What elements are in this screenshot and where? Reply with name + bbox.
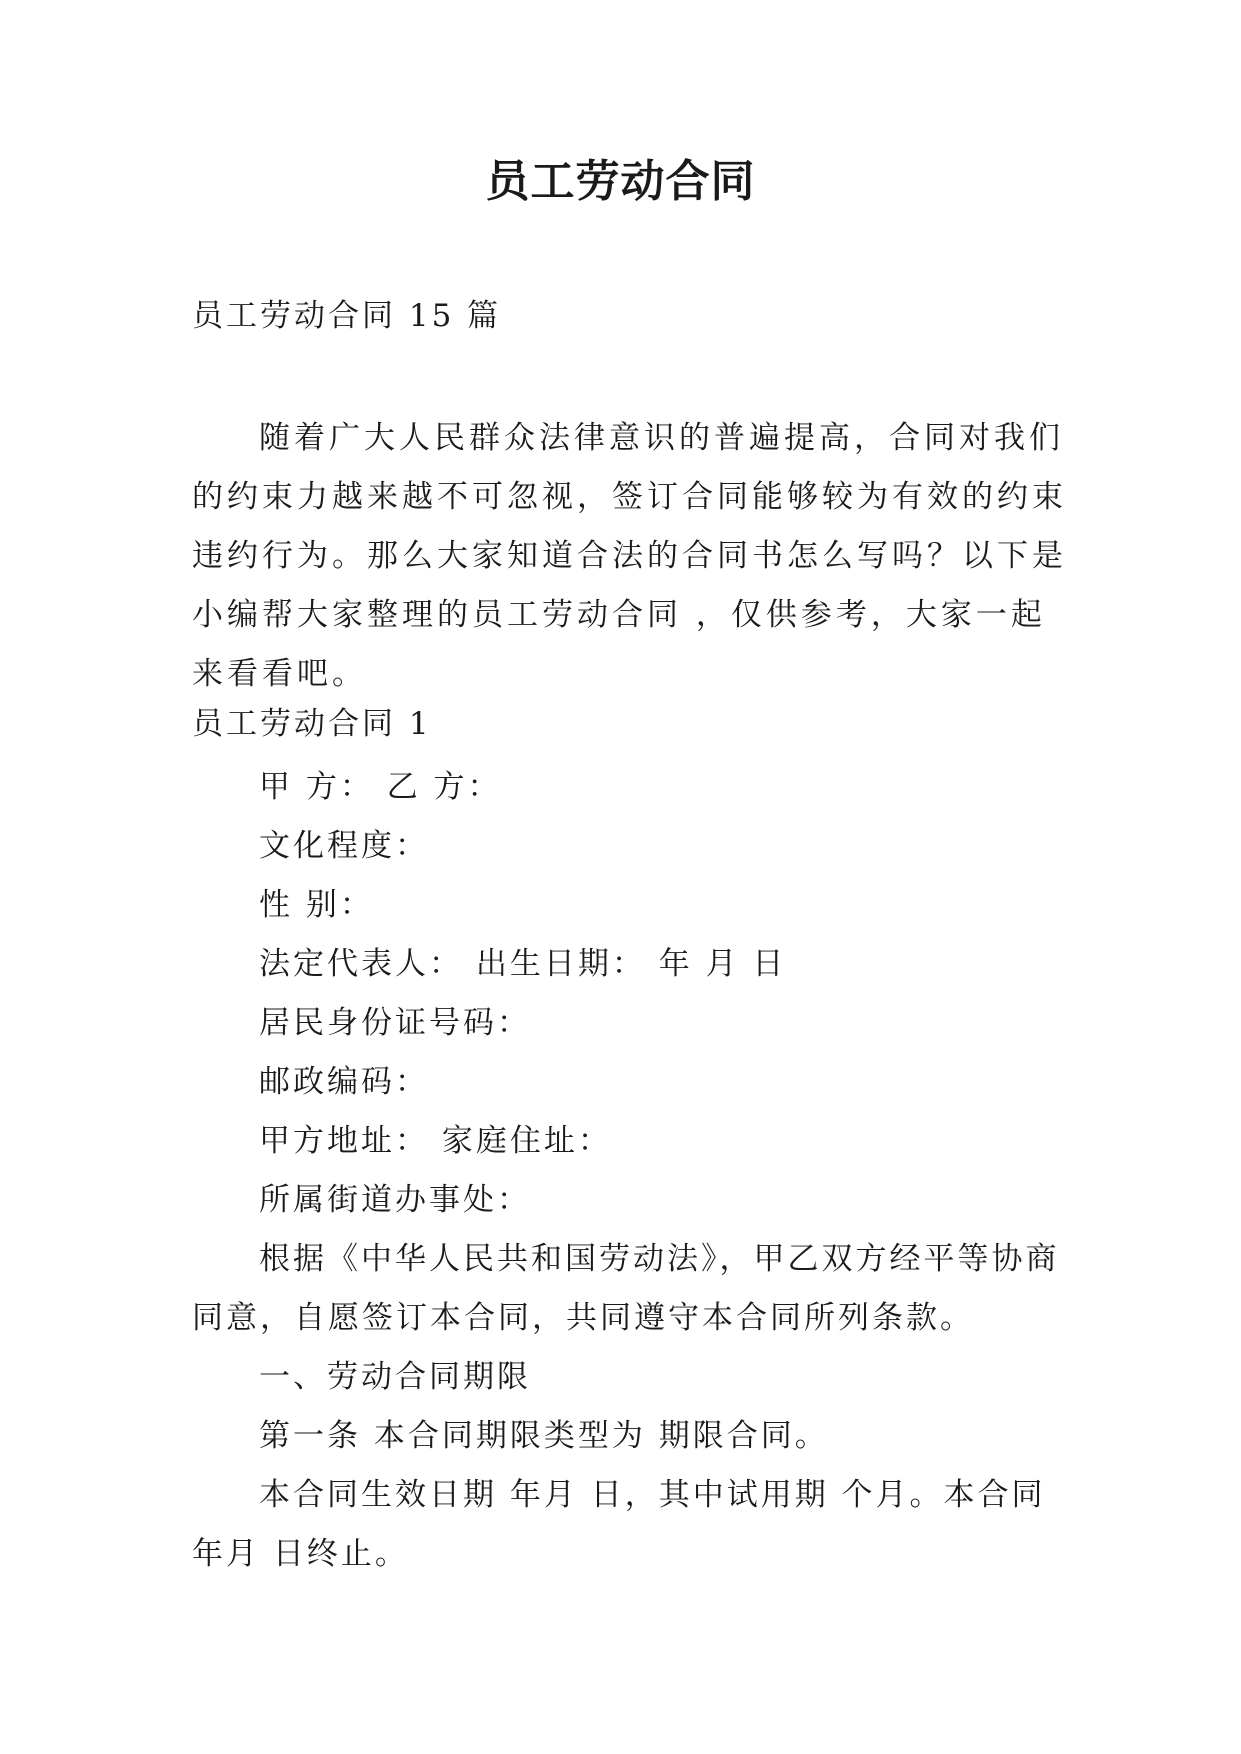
contract-body	[192, 758, 1072, 1584]
postal-code-line: 邮政编码：	[259, 1064, 429, 1100]
party-line: 甲 方： 乙 方：	[259, 769, 502, 805]
representative-line: 法定代表人： 出生日期： 年 月 日	[259, 946, 787, 982]
effective-date-paragraph: 本合同生效日期 年月 日，其中试用期 个月。本合同 年月 日终止。	[192, 1477, 1046, 1572]
intro-paragraph: 随着广大人民群众法律意识的普遍提高，合同对我们的约束力越来越不可忽视，签订合同能够较为有效的约束违约行为。那么大家知道合法的合同书怎么写吗？以下是小编帮大家整理的员工劳动合同 ，仅供参考，大家一起来看看吧。	[192, 420, 1067, 692]
document-title: 员工劳动合同	[485, 156, 756, 207]
gender-line: 性 别：	[259, 887, 374, 923]
clause-heading: 一、劳动合同期限	[259, 1359, 531, 1395]
legal-basis-paragraph: 根据《中华人民共和国劳动法》，甲乙双方经平等协商同意，自愿签订本合同，共同遵守本合同所列条款。	[192, 1241, 1060, 1336]
article-one: 第一条 本合同期限类型为 期限合同。	[259, 1418, 829, 1454]
document-subtitle: 员工劳动合同 15 篇	[192, 298, 502, 334]
section-heading: 员工劳动合同 1	[192, 706, 432, 742]
address-line: 甲方地址： 家庭住址：	[259, 1123, 612, 1159]
education-line: 文化程度：	[259, 828, 429, 864]
subdistrict-office-line: 所属街道办事处：	[259, 1182, 531, 1218]
id-number-line: 居民身份证号码：	[259, 1005, 531, 1041]
